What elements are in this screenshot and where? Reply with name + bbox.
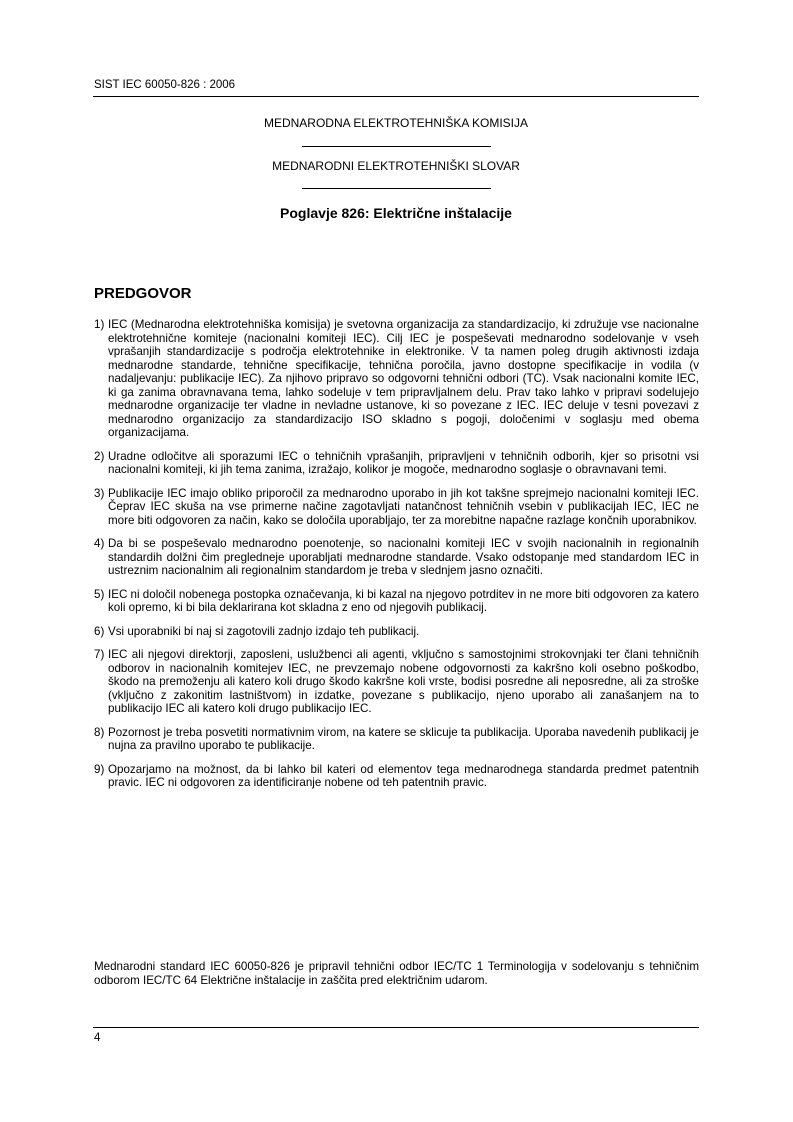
commission-title: MEDNARODNA ELEKTROTEHNIŠKA KOMISIJA — [263, 116, 529, 130]
item-text: Vsi uporabniki bi naj si zagotovili zadnjo izdajo teh publikacij. — [108, 624, 420, 638]
item-number: 9) — [94, 762, 105, 776]
list-item — [94, 537, 699, 578]
item-text: Uradne odločitve ali sporazumi IEC o tehničnih vprašanjih, pripravljeni v tehničnih odborih, kjer so prisotni vsi nacionalni komiteji, ki jih tema zanima, izražajo, kolikor je mogoče, mednarodno soglasje o obravnavani temi. — [108, 449, 699, 476]
item-text: Pozornost je treba posvetiti normativnim virom, na katere se sklicuje ta publikacija. Uporaba navedenih publikacij je nujna za pravilno uporabo te publikacije. — [108, 725, 699, 752]
header-divider — [93, 96, 699, 97]
list-item — [94, 450, 699, 477]
item-text: IEC ni določil nobenega postopka označevanja, ki bi kazal na njegovo potrditev in ne more biti odgovoren za katero koli opremo, ki bi bila deklarirana kot skladna z eno od njegovih publikacij. — [108, 587, 700, 614]
foreword-heading: PREDGOVOR — [94, 285, 192, 302]
title-divider-2 — [302, 188, 491, 189]
document-id: SIST IEC 60050-826 : 2006 — [94, 79, 236, 91]
item-number: 4) — [94, 537, 105, 550]
item-text: Opozarjamo na možnost, da bi lahko bil kateri od elementov tega mednarodnega standarda predmet patentnih pravic. IEC ni odgovoren za identificiranje nobene od teh patentnih pravic. — [108, 762, 699, 789]
list-item — [94, 487, 699, 528]
item-number: 2) — [94, 449, 105, 463]
item-text: IEC ali njegovi direktorji, zaposleni, uslužbenci ali agenti, vključno s samostojnimi strokovnjaki ter člani tehničnih odborov in nacionalnih komitejev IEC, ne prevzemajo nobene odgovornosti za kakršno koli osebno poškodbo, škodo na premoženju ali katero koli drugo škodo kakršne koli vrste, bodisi posredne ali neposredne, ali za stroške (vključno z zakonitim lastništvom) in izdatke, povezane s publikacijo, njeno uporabo ali zanašanjem na to publikacijo IEC ali katero koli drugo publikacijo IEC. — [108, 648, 699, 715]
item-number: 1) — [94, 318, 105, 331]
item-text: Publikacije IEC imajo obliko priporočil za mednarodno uporabo in jih kot takšne sprejmejo nacionalni komiteji IEC. Čeprav IEC skuša na vse primerne načine zagotavljati natančnost tehničnih vsebin v publikacijah IEC, IEC ne more biti odgovoren za način, kako se določila uporabljajo, ter za morebitne napačne razlage končnih uporabnikov. — [108, 486, 699, 527]
list-item — [94, 588, 699, 615]
item-number: 5) — [94, 587, 105, 601]
list-item — [94, 625, 699, 639]
page-number: 4 — [94, 1032, 101, 1044]
title-divider-1 — [302, 146, 491, 147]
item-number: 6) — [94, 624, 105, 638]
list-item — [94, 318, 699, 440]
closing-paragraph: Mednarodni standard IEC 60050-826 je pripravil tehnični odbor IEC/TC 1 Terminologija v sodelovanju s tehničnim odborom IEC/TC 64 Električne inštalacije in zaščita pred električnim udarom. — [94, 960, 699, 987]
list-item — [94, 763, 699, 790]
item-number: 7) — [94, 648, 105, 661]
item-text: IEC (Mednarodna elektrotehniška komisija) je svetovna organizacija za standardizacijo, ki združuje vse nacionalne elektrotehnične komiteje (nacionalni komiteji IEC). Cilj IEC je pospeševati mednarodno sodelovanje v vseh vprašanjih standardizacije s področja elektrotehnike in elektronike. V ta namen poleg drugih aktivnosti izdaja mednarodne standarde, tehnične specifikacije, tehnična poročila, javno dostopne specifikacije in vodila (v nadaljevanju: publikacije IEC). Za njihovo pripravo so odgovorni tehnični odbori (TC). Vsak nacionalni komite IEC, ki ga zanima obravnavana tema, lahko sodeluje v tem pripravljalnem delu. Prav tako lahko v pripravi sodelujejo mednarodne organizacije ter vladne in nevladne ustanove, ki so povezane z IEC. IEC deluje v tesni povezavi z mednarodno organizacijo za standardizacijo ISO skladno s pogoji, določenimi v soglasju med obema organizacijama. — [108, 318, 699, 439]
vocabulary-title: MEDNARODNI ELEKTROTEHNIŠKI SLOVAR — [272, 159, 520, 173]
item-number: 8) — [94, 725, 105, 739]
list-item — [94, 648, 699, 716]
item-number: 3) — [94, 486, 105, 500]
list-item — [94, 726, 699, 753]
foreword-list — [94, 318, 699, 800]
footer-divider — [93, 1027, 699, 1028]
chapter-title: Poglavje 826: Električne inštalacije — [280, 205, 512, 221]
item-text: Da bi se pospeševalo mednarodno poenotenje, so nacionalni komiteji IEC v svojih nacionalnih in regionalnih standardih dolžni čim pregledneje uporabljati mednarodne standarde. Vsako odstopanje med standardom IEC in ustreznim nacionalnim ali regionalnim standardom je treba v slednjem jasno označiti. — [108, 537, 699, 577]
